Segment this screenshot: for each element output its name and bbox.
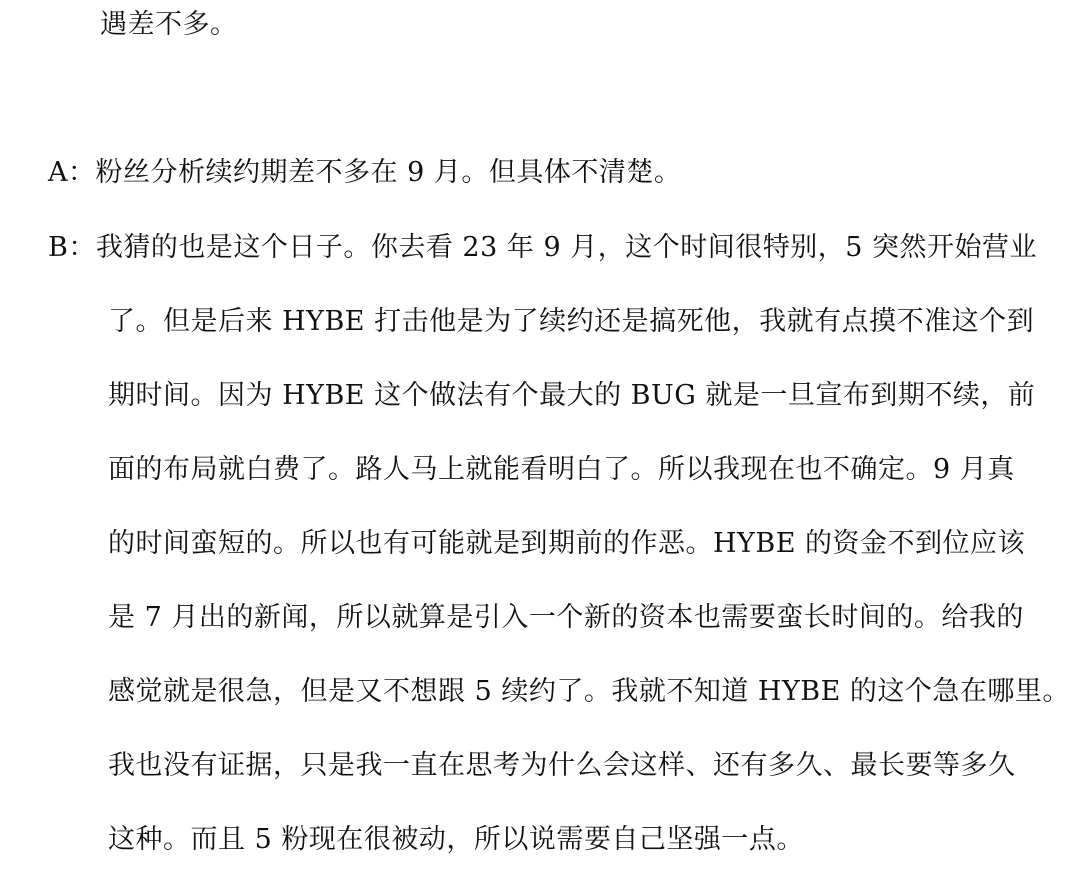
speaker-b-paragraph-line-4: 面的布局就白费了。路人马上就能看明白了。所以我现在也不确定。9 月真 (108, 454, 1015, 485)
speaker-b-paragraph-line-8: 我也没有证据，只是我一直在思考为什么会这样、还有多久、最长要等多久 (108, 750, 1016, 781)
speaker-a-paragraph: A：粉丝分析续约期差不多在 9 月。但具体不清楚。 (48, 157, 682, 188)
speaker-b-paragraph-line-9: 这种。而且 5 粉现在很被动，所以说需要自己坚强一点。 (108, 824, 804, 855)
speaker-b-paragraph-line-1: B：我猜的也是这个日子。你去看 23 年 9 月，这个时间很特别，5 突然开始营业 (48, 232, 1037, 263)
speaker-b-paragraph-line-5: 的时间蛮短的。所以也有可能就是到期前的作恶。HYBE 的资金不到位应该 (108, 528, 1026, 559)
speaker-b-paragraph-line-7: 感觉就是很急，但是又不想跟 5 续约了。我就不知道 HYBE 的这个急在哪里。 (108, 676, 1070, 707)
speaker-b-paragraph-line-3: 期时间。因为 HYBE 这个做法有个最大的 BUG 就是一旦宣布到期不续，前 (108, 380, 1036, 411)
speaker-b-paragraph-line-6: 是 7 月出的新闻，所以就算是引入一个新的资本也需要蛮长时间的。给我的 (108, 602, 1024, 633)
text-line-1: 遇差不多。 (100, 9, 238, 40)
speaker-b-paragraph-line-2: 了。但是后来 HYBE 打击他是为了续约还是搞死他，我就有点摸不准这个到 (108, 306, 1035, 337)
